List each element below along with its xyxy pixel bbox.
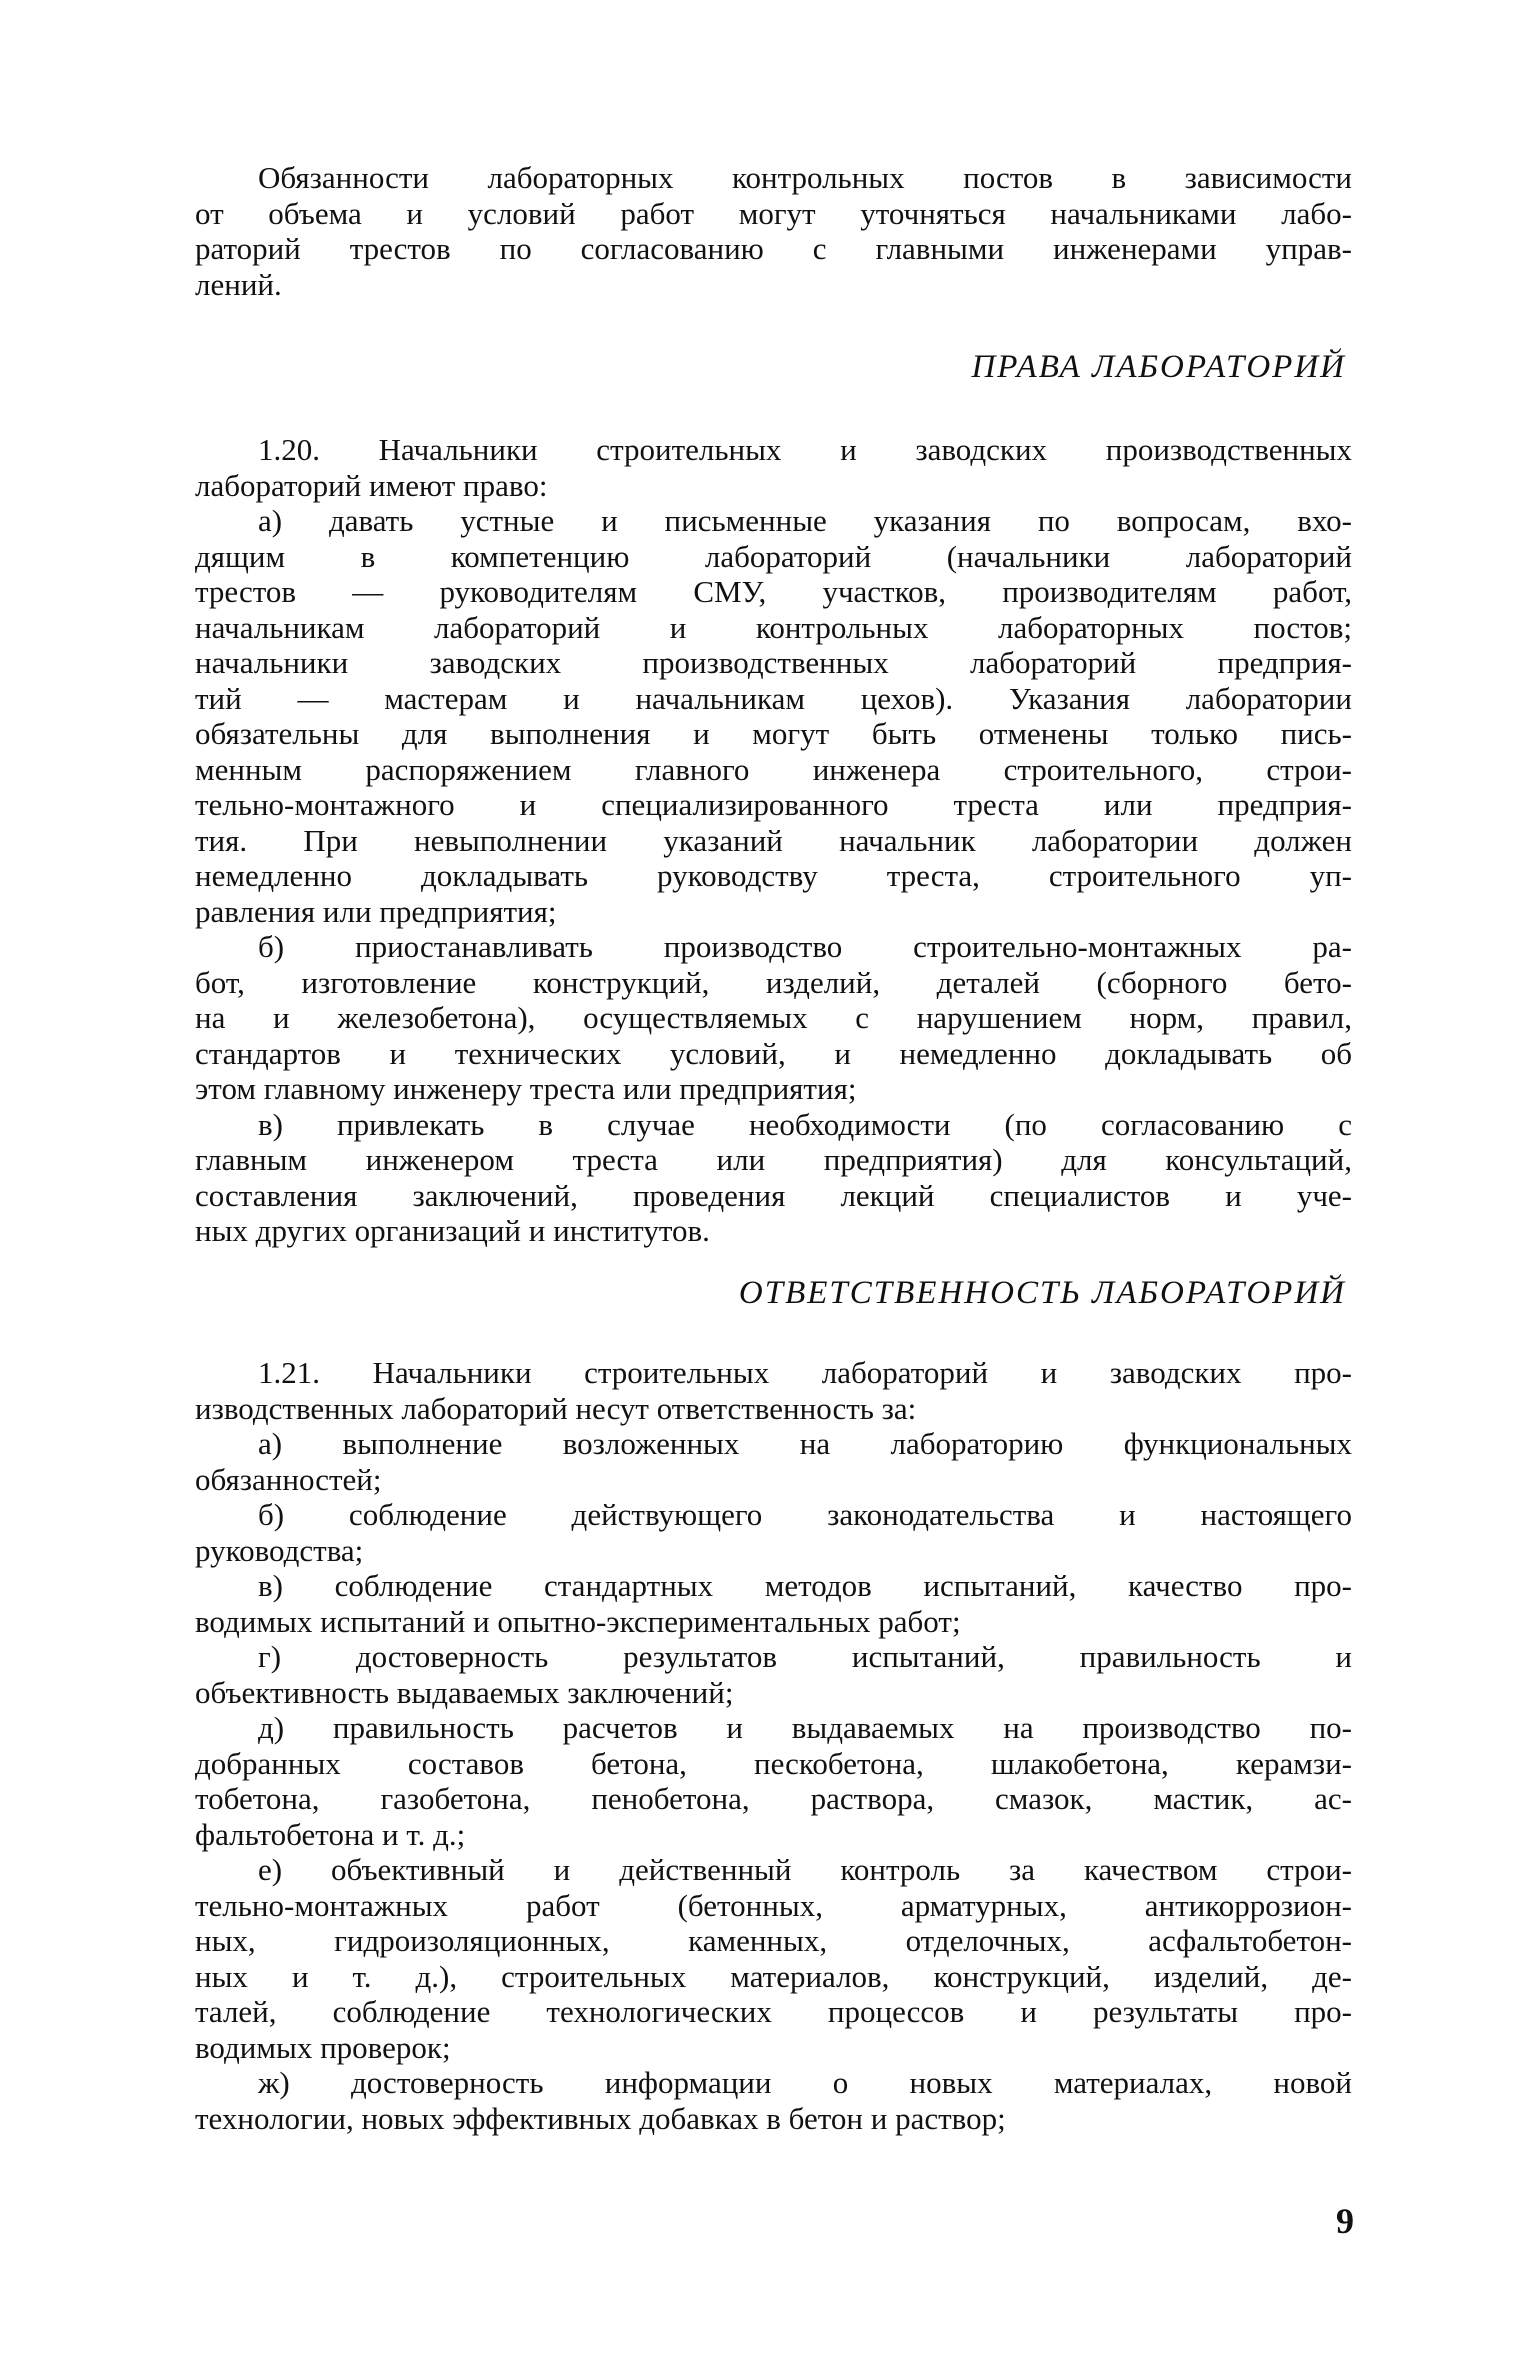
text-line: изводственных лабораторий несут ответственность за:: [195, 1390, 917, 1426]
text-line: от объема и условий работ могут уточняться начальниками лабо-: [195, 195, 1352, 231]
paragraph: [195, 503, 1352, 929]
text-line: а) выполнение возложенных на лабораторию функциональных: [258, 1426, 1352, 1461]
paragraph: [195, 1426, 1352, 1497]
text-line: объективность выдаваемых заключений;: [195, 1674, 734, 1710]
text-line: Обязанности лабораторных контрольных постов в зависимости: [258, 160, 1352, 195]
text-line: обязанностей;: [195, 1461, 382, 1497]
text-line: лабораторий имеют право:: [195, 467, 548, 503]
text-line: главным инженером треста или предприятия) для консультаций,: [195, 1142, 1352, 1177]
text-line: технологии, новых эффективных добавках в бетон и раствор;: [195, 2100, 1006, 2136]
text-line: добранных составов бетона, пескобетона, шлакобетона, керамзи-: [195, 1745, 1352, 1781]
text-line: лений.: [195, 266, 282, 302]
text-line: водимых испытаний и опытно-экспериментальных работ;: [195, 1603, 961, 1639]
text-line: ж) достоверность информации о новых материалах, новой: [258, 2065, 1352, 2100]
text-line: талей, соблюдение технологических процессов и результаты про-: [195, 1994, 1352, 2029]
text-line: стандартов и технических условий, и немедленно докладывать об: [195, 1035, 1352, 1071]
text-line: равления или предприятия;: [195, 893, 557, 929]
paragraph: [195, 2065, 1352, 2136]
text-line: д) правильность расчетов и выдаваемых на производство по-: [258, 1710, 1352, 1745]
text-line: раторий трестов по согласованию с главными инженерами управ-: [195, 231, 1352, 266]
text-line: этом главному инженеру треста или предприятия;: [195, 1071, 857, 1106]
text-line: тий — мастерам и начальникам цехов). Указания лаборатории: [195, 680, 1352, 716]
text-line: тельно-монтажного и специализированного треста или предприя-: [195, 787, 1352, 822]
paragraph: [195, 1107, 1352, 1249]
paragraph: [195, 1568, 1352, 1639]
text-line: водимых проверок;: [195, 2029, 451, 2065]
text-line: б) приостанавливать производство строительно-монтажных ра-: [258, 929, 1352, 964]
text-line: тия. При невыполнении указаний начальник лаборатории должен: [195, 822, 1352, 858]
text-line: на и железобетона), осуществляемых с нарушением норм, правил,: [195, 1000, 1352, 1035]
paragraph: [195, 160, 1352, 302]
text-line: составления заключений, проведения лекций специалистов и уче-: [195, 1177, 1352, 1213]
text-line: в) соблюдение стандартных методов испытаний, качество про-: [258, 1568, 1352, 1603]
paragraph: [195, 1639, 1352, 1710]
text-line: трестов — руководителям СМУ, участков, производителям работ,: [195, 574, 1352, 609]
text-line: обязательны для выполнения и могут быть отменены только пись-: [195, 716, 1352, 751]
text-line: б) соблюдение действующего законодательства и настоящего: [258, 1497, 1352, 1532]
paragraph: [195, 929, 1352, 1107]
text-line: ных других организаций и институтов.: [195, 1213, 710, 1248]
paragraph: [195, 432, 1352, 503]
text-line: а) давать устные и письменные указания по вопросам, вхо-: [258, 503, 1352, 538]
text-line: тобетона, газобетона, пенобетона, раствора, смазок, мастик, ас-: [195, 1781, 1352, 1816]
text-line: дящим в компетенцию лабораторий (начальники лабораторий: [195, 538, 1352, 574]
text-line: ных и т. д.), строительных материалов, конструкций, изделий, де-: [195, 1958, 1352, 1994]
text-line: 1.20. Начальники строительных и заводских производственных: [258, 432, 1352, 467]
text-line: начальникам лабораторий и контрольных лабораторных постов;: [195, 609, 1352, 645]
paragraph: [195, 1852, 1352, 2065]
paragraph: [195, 1497, 1352, 1568]
text-line: г) достоверность результатов испытаний, правильность и: [258, 1639, 1352, 1674]
text-line: в) привлекать в случае необходимости (по согласованию с: [258, 1106, 1352, 1142]
text-line: руководства;: [195, 1532, 364, 1568]
text-line: бот, изготовление конструкций, изделий, деталей (сборного бето-: [195, 964, 1352, 1000]
text-line: е) объективный и действенный контроль за качеством строи-: [258, 1852, 1352, 1887]
text-line: 1.21. Начальники строительных лабораторий и заводских про-: [258, 1355, 1352, 1390]
intro-paragraph: [195, 160, 1352, 302]
paragraph: [195, 1355, 1352, 1426]
page-number: 9: [1336, 2201, 1354, 2241]
section-1-20: [195, 432, 1352, 1249]
section-heading-rights: ПРАВА ЛАБОРАТОРИЙ: [971, 349, 1346, 385]
text-line: начальники заводских производственных лабораторий предприя-: [195, 645, 1352, 680]
paragraph: [195, 1710, 1352, 1852]
text-line: немедленно докладывать руководству треста, строительного уп-: [195, 858, 1352, 893]
section-heading-responsibility: ОТВЕТСТВЕННОСТЬ ЛАБОРАТОРИЙ: [738, 1275, 1346, 1311]
text-line: менным распоряжением главного инженера строительного, строи-: [195, 751, 1352, 787]
text-line: ных, гидроизоляционных, каменных, отделочных, асфальтобетон-: [195, 1923, 1352, 1958]
text-line: фальтобетона и т. д.;: [195, 1816, 466, 1852]
section-1-21: [195, 1355, 1352, 2136]
text-line: тельно-монтажных работ (бетонных, арматурных, антикоррозион-: [195, 1887, 1352, 1923]
